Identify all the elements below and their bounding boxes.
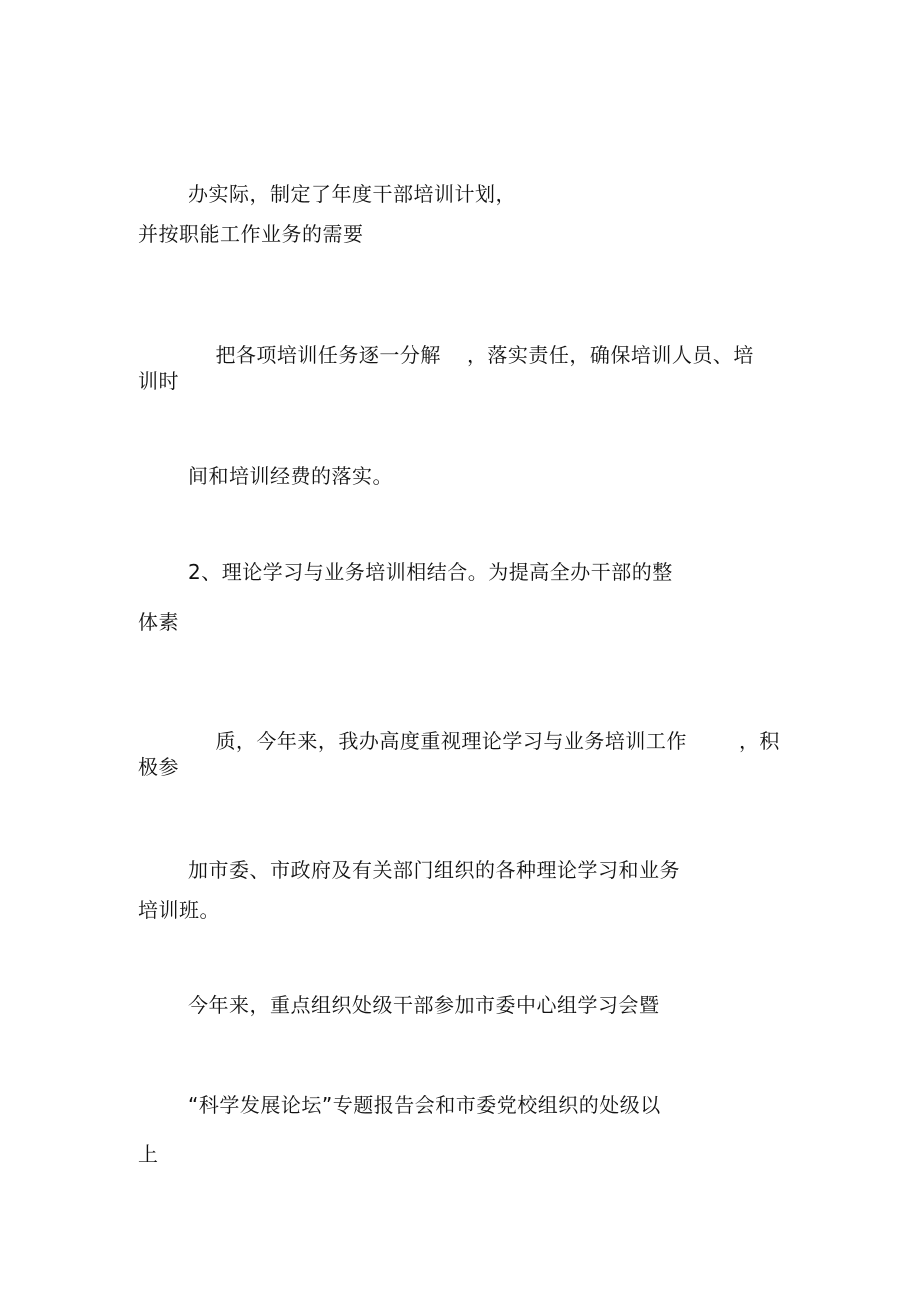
paragraph-7-line-1: 今年来，重点组织处级干部参加市委中心组学习会暨 bbox=[188, 993, 660, 1017]
paragraph-2-line-1-part-b: ，落实责任，确保培训人员、培 bbox=[466, 343, 754, 367]
paragraph-1-line-1: 办实际，制定了年度干部培训计划， bbox=[188, 182, 516, 206]
paragraph-2-line-1-part-a: 把各项培训任务逐一分解 bbox=[215, 343, 441, 367]
paragraph-3-line-1: 间和培训经费的落实。 bbox=[188, 464, 393, 488]
paragraph-6-line-1: 加市委、市政府及有关部门组织的各种理论学习和业务 bbox=[188, 858, 680, 882]
paragraph-6-line-2: 培训班。 bbox=[138, 898, 220, 922]
paragraph-8-line-2: 上 bbox=[138, 1142, 159, 1166]
paragraph-8-line-1: “科学发展论坛”专题报告会和市委党校组织的处级以 bbox=[188, 1093, 661, 1117]
paragraph-4-line-1: 2、理论学习与业务培训相结合。为提高全办干部的整 bbox=[188, 560, 673, 584]
paragraph-2-line-1 bbox=[188, 319, 754, 391]
paragraph-5-line-2: 极参 bbox=[138, 755, 179, 779]
paragraph-5-line-1-part-a: 质，今年来，我办高度重视理论学习与业务培训工作 bbox=[215, 729, 687, 753]
paragraph-4-line-2: 体素 bbox=[138, 610, 179, 634]
paragraph-5-line-1-part-b: ，积 bbox=[738, 729, 780, 753]
paragraph-1-line-2: 并按职能工作业务的需要 bbox=[138, 222, 364, 246]
paragraph-5-line-1 bbox=[188, 705, 780, 777]
paragraph-2-line-2: 训时 bbox=[138, 369, 179, 393]
